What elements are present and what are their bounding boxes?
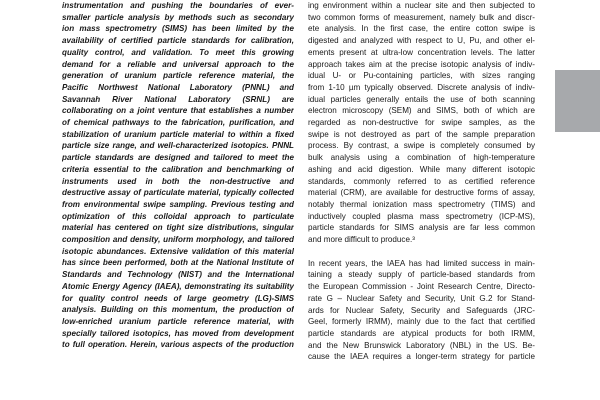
text-line: material has centered on tight size distributions, singular bbox=[62, 223, 294, 233]
text-line: particle standards for SIMS analysis are far less common bbox=[308, 223, 535, 233]
text-line: material (CRM), are available for destructive forms of assay, bbox=[308, 188, 535, 198]
text-line: Standards and Technology (NIST) and the International bbox=[62, 270, 294, 280]
text-line: particle size range, and well-characterized isotopics. PNNL bbox=[62, 141, 294, 151]
section-tab-marker bbox=[555, 70, 600, 132]
text-line: collaborating on a joint venture that establishes a number bbox=[62, 106, 294, 116]
text-line: from environmental swipe sampling. Previous testing and bbox=[62, 199, 294, 209]
text-line: isotopic abundances. Extensive validation of this material bbox=[62, 246, 294, 256]
text-line: instruments used in both the non-destructive and bbox=[62, 176, 294, 186]
text-line: idual U- or Pu-containing particles, with sizes ranging bbox=[308, 71, 535, 81]
text-line: ards for Nuclear Safety, Security and Safeguards (JRC- bbox=[308, 305, 535, 315]
text-line: destructive assay of particulate material, typically collected bbox=[62, 188, 294, 198]
text-line: Savannah River National Laboratory (SRNL) are bbox=[62, 94, 294, 104]
text-line: ion mass spectrometry (SIMS) has been limited by the bbox=[62, 24, 294, 34]
body-column bbox=[308, 0, 535, 363]
text-line: particle standards are atypical products for both IRMM, bbox=[308, 328, 535, 338]
text-line: of chemical pathways to the fabrication, purification, and bbox=[62, 118, 294, 128]
text-line: approach takes aim at the precise isotopic analysis of indiv- bbox=[308, 59, 535, 69]
text-line: analysis. Building on this momentum, the production of bbox=[62, 305, 294, 315]
paragraph-gap bbox=[308, 246, 535, 258]
text-line: ete analysis. In the first case, the entire cotton swipe is bbox=[308, 24, 535, 34]
text-line: taining a steady supply of particle-based standards from bbox=[308, 270, 535, 280]
text-line: demand for a reliable and universal approach to the bbox=[62, 59, 294, 69]
text-line: to full operation. Herein, various aspects of the production bbox=[62, 340, 294, 350]
body-paragraph-1 bbox=[308, 0, 535, 246]
text-line: two common forms of measurement, namely bulk and discr- bbox=[308, 12, 535, 22]
text-line: Atomic Energy Agency (IAEA), demonstrating its suitability bbox=[62, 281, 294, 291]
text-line: for quality control needs of large geometry (LG)-SIMS bbox=[62, 293, 294, 303]
text-line: bulk analysis using a combination of high-temperature bbox=[308, 153, 535, 163]
text-line: ing environment within a nuclear site and then subjected to bbox=[308, 1, 535, 10]
text-line: availability of certified particle standards for calibration, bbox=[62, 36, 294, 46]
text-line: optimization of this colloidal approach to particulate bbox=[62, 211, 294, 221]
text-line: ashing and acid digestion. While many different isotopic bbox=[308, 164, 535, 174]
text-line: stabilization of uranium particle material to within a fixed bbox=[62, 129, 294, 139]
text-line: In recent years, the IAEA has had limited success in main- bbox=[308, 258, 535, 268]
abstract-column bbox=[62, 0, 294, 351]
text-line: Pacific Northwest National Laboratory (PNNL) and bbox=[62, 82, 294, 92]
text-line: notably thermal ionization mass spectrometry (TIMS) and bbox=[308, 199, 535, 209]
text-line: inductively coupled plasma mass spectrometry (ICP-MS), bbox=[308, 211, 535, 221]
text-line: process. By contrast, a swipe is completely consumed by bbox=[308, 141, 535, 151]
text-line: idual particles generally entails the use of both scanning bbox=[308, 94, 535, 104]
text-line: the European Commission - Joint Research Centre, Directo- bbox=[308, 282, 535, 292]
text-line: ements present at ultra-low concentration levels. The latter bbox=[308, 47, 535, 57]
text-line: quality control, and validation. To meet this growing bbox=[62, 47, 294, 57]
text-line: Geel, formerly IRMM), mainly due to the fact that certified bbox=[308, 317, 535, 327]
abstract-text bbox=[62, 0, 294, 351]
text-line: low-enriched uranium particle reference material, with bbox=[62, 316, 294, 326]
text-line: generation of uranium particle reference material, the bbox=[62, 71, 294, 81]
text-line: criteria essential to the calibration and benchmarking of bbox=[62, 164, 294, 174]
text-line: rate G – Nuclear Safety and Security, Unit G.2 for Stand- bbox=[308, 293, 535, 303]
text-line: smaller particle analysis by methods such as secondary bbox=[62, 12, 294, 22]
text-line: composition and density, uniform morphology, and tailored bbox=[62, 235, 294, 245]
text-line: has since been performed, both at the National Institute of bbox=[62, 258, 294, 268]
text-line: and the New Brunswick Laboratory (NBL) in the US. Be- bbox=[308, 340, 535, 350]
text-line: cause the IAEA requires a longer-term strategy for particle bbox=[308, 352, 535, 362]
text-line: swipe is not destroyed as part of the sample preparation bbox=[308, 129, 535, 139]
text-line: instrumentation and pushing the boundaries of ever- bbox=[62, 1, 294, 10]
text-line: particle standards are designed and tailored to meet the bbox=[62, 153, 294, 163]
text-line: specially tailored isotopics, has moved from development bbox=[62, 328, 294, 338]
text-line: and more difficult to produce.³ bbox=[308, 235, 415, 245]
text-line: standards, commonly referred to as certified reference bbox=[308, 176, 535, 186]
text-line: electron microscopy (SEM) and SIMS, both of which are bbox=[308, 106, 535, 116]
text-line: from 1-10 µm typically observed. Discrete analysis of indiv- bbox=[308, 82, 535, 92]
text-line: digested and analyzed with respect to U, Pu, and other el- bbox=[308, 36, 535, 46]
body-paragraph-2 bbox=[308, 258, 535, 363]
text-line: regarded as non-destructive for swipe samples, as the bbox=[308, 118, 535, 128]
